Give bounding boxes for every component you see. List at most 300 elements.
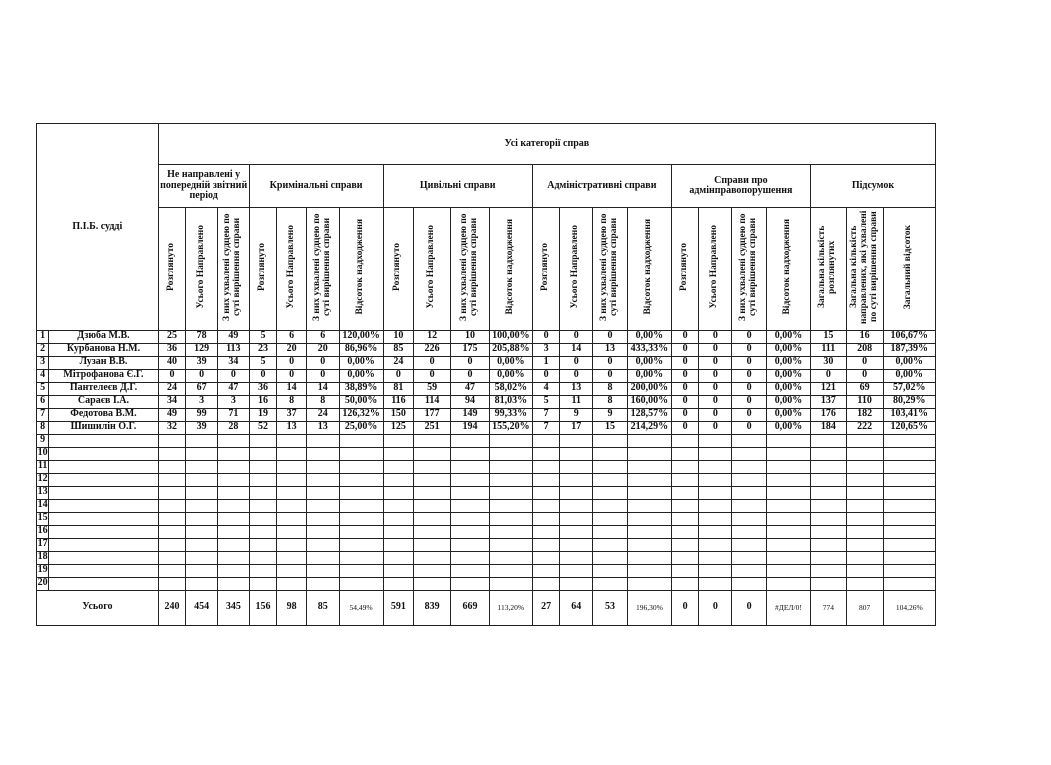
table-cell (627, 525, 671, 538)
table-cell (699, 551, 732, 564)
table-cell (532, 512, 560, 525)
group-header-administrative: Адміністративні справи (532, 165, 671, 208)
subheader-g5-c2 (883, 208, 936, 331)
table-cell: 0 (306, 369, 339, 382)
subheader-label: Усього Направлено (426, 225, 437, 309)
table-cell (158, 499, 186, 512)
table-cell: 176 (810, 408, 846, 421)
table-cell (883, 447, 936, 460)
table-cell (766, 525, 810, 538)
table-cell (158, 564, 186, 577)
total-cell: 345 (217, 590, 249, 625)
table-cell: 0 (671, 421, 699, 434)
table-cell (451, 525, 490, 538)
table-cell: 34 (158, 395, 186, 408)
table-cell (306, 564, 339, 577)
table-cell: 0 (671, 343, 699, 356)
table-cell: 0 (532, 330, 560, 343)
table-cell: 0,00% (489, 356, 532, 369)
table-cell: 0,00% (766, 356, 810, 369)
table-row-empty (37, 564, 936, 577)
subheader-g3-c1 (560, 208, 593, 331)
group-header-admin-offenses: Справи про адмінправопорушення (671, 165, 810, 208)
table-cell (489, 434, 532, 447)
table-cell (883, 434, 936, 447)
table-cell (186, 551, 218, 564)
table-cell (810, 460, 846, 473)
table-cell (158, 525, 186, 538)
table-cell (414, 512, 451, 525)
table-row (37, 395, 936, 408)
subheader-g3-c2 (593, 208, 628, 331)
table-row (37, 330, 936, 343)
table-cell: 24 (383, 356, 414, 369)
judge-name: Курбанова Н.М. (49, 343, 158, 356)
table-cell (846, 460, 883, 473)
judge-name: Шишилін О.Г. (49, 421, 158, 434)
row-number: 16 (37, 525, 48, 537)
table-cell: 0,00% (883, 369, 936, 382)
table-cell (593, 460, 628, 473)
row-number: 3 (37, 356, 49, 369)
table-cell: 0,00% (627, 356, 671, 369)
table-cell: 24 (306, 408, 339, 421)
table-cell: 433,33% (627, 343, 671, 356)
table-cell: 13 (306, 421, 339, 434)
table-cell (383, 447, 414, 460)
table-cell: 0 (277, 369, 307, 382)
table-cell (414, 499, 451, 512)
table-cell: 160,00% (627, 395, 671, 408)
table-cell (158, 577, 186, 590)
table-cell: 49 (217, 330, 249, 343)
subheader-label: Загальна кількість розглянутих (817, 225, 838, 309)
table-cell (627, 499, 671, 512)
table-cell (883, 564, 936, 577)
table-cell: 14 (560, 343, 593, 356)
table-cell: 1 (532, 356, 560, 369)
table-row-empty (37, 434, 936, 447)
subheader-g0-c0 (158, 208, 186, 331)
table-cell: 205,88% (489, 343, 532, 356)
table-cell: 0,00% (766, 395, 810, 408)
table-cell: 0,00% (339, 369, 383, 382)
table-cell (699, 447, 732, 460)
table-cell (627, 473, 671, 486)
table-cell (489, 499, 532, 512)
table-cell (671, 434, 699, 447)
table-cell (306, 486, 339, 499)
table-cell (810, 447, 846, 460)
row-number: 8 (37, 421, 49, 434)
table-cell: 10 (451, 330, 490, 343)
table-cell: 0,00% (489, 369, 532, 382)
table-cell (810, 473, 846, 486)
subheader-g1-c1 (277, 208, 307, 331)
table-cell (49, 538, 158, 551)
table-row-empty (37, 473, 936, 486)
table-cell: 0 (732, 343, 767, 356)
table-cell (489, 538, 532, 551)
table-cell (451, 564, 490, 577)
subheader-g1-c0 (249, 208, 277, 331)
table-cell (560, 538, 593, 551)
table-cell (277, 577, 307, 590)
table-cell (732, 564, 767, 577)
table-cell: 106,67% (883, 330, 936, 343)
table-cell: 8 (306, 395, 339, 408)
table-cell: 24 (158, 382, 186, 395)
table-cell (451, 499, 490, 512)
table-cell: 194 (451, 421, 490, 434)
table-row-empty (37, 447, 936, 460)
table-cell (846, 473, 883, 486)
table-cell (451, 538, 490, 551)
table-cell (451, 447, 490, 460)
table-cell: 47 (217, 382, 249, 395)
table-cell (732, 577, 767, 590)
table-cell: 5 (249, 356, 277, 369)
total-cell: 54,49% (339, 590, 383, 625)
table-cell (414, 434, 451, 447)
table-cell: 14 (306, 382, 339, 395)
table-cell (766, 577, 810, 590)
row-number: 11 (37, 460, 48, 472)
table-cell: 36 (249, 382, 277, 395)
table-cell (627, 564, 671, 577)
table-cell: 12 (414, 330, 451, 343)
table-cell (49, 499, 158, 512)
table-cell (489, 473, 532, 486)
table-cell (671, 564, 699, 577)
table-cell (49, 512, 158, 525)
total-cell: 0 (671, 590, 699, 625)
table-cell (451, 512, 490, 525)
table-cell (451, 486, 490, 499)
table-cell: 222 (846, 421, 883, 434)
table-cell: 103,41% (883, 408, 936, 421)
table-cell (883, 577, 936, 590)
table-cell: 0 (732, 330, 767, 343)
table-cell (158, 460, 186, 473)
row-number: 10 (37, 447, 48, 459)
table-cell (766, 538, 810, 551)
table-cell (49, 564, 158, 577)
table-cell: 8 (277, 395, 307, 408)
table-cell (732, 473, 767, 486)
table-cell (883, 551, 936, 564)
table-cell: 0 (560, 369, 593, 382)
table-cell: 187,39% (883, 343, 936, 356)
table-cell: 11 (560, 395, 593, 408)
table-row (37, 421, 936, 434)
table-cell (217, 512, 249, 525)
table-cell: 0 (414, 369, 451, 382)
table-cell (671, 551, 699, 564)
table-cell (593, 538, 628, 551)
table-cell: 37 (277, 408, 307, 421)
row-number: 5 (37, 382, 49, 395)
table-cell (414, 447, 451, 460)
total-cell: 104,26% (883, 590, 936, 625)
table-cell (277, 473, 307, 486)
table-cell: 94 (451, 395, 490, 408)
table-cell (186, 473, 218, 486)
table-cell: 57,02% (883, 382, 936, 395)
table-cell: 0 (732, 408, 767, 421)
table-cell (593, 447, 628, 460)
table-cell: 0,00% (883, 356, 936, 369)
table-cell (249, 460, 277, 473)
subheader-label: Загальний відсоток (903, 224, 914, 310)
table-cell: 9 (593, 408, 628, 421)
table-cell (560, 499, 593, 512)
total-cell: 113,20% (489, 590, 532, 625)
table-cell (489, 512, 532, 525)
table-cell (306, 499, 339, 512)
table-cell (593, 525, 628, 538)
table-cell (249, 486, 277, 499)
table-cell (383, 460, 414, 473)
table-cell (560, 486, 593, 499)
row-number: 7 (37, 408, 49, 421)
table-cell (532, 564, 560, 577)
row-number: 6 (37, 395, 49, 408)
table-cell (810, 577, 846, 590)
table-cell (489, 577, 532, 590)
table-cell (560, 525, 593, 538)
table-cell (186, 434, 218, 447)
table-cell (306, 447, 339, 460)
table-cell: 111 (810, 343, 846, 356)
table-cell (810, 434, 846, 447)
table-cell (277, 486, 307, 499)
table-cell: 0,00% (766, 343, 810, 356)
row-number: 15 (37, 512, 48, 524)
subheader-label: З них ухвалені судцею по суті вирішення справи (222, 213, 243, 321)
subheader-g1-c3 (339, 208, 383, 331)
table-cell (306, 434, 339, 447)
table-cell: 0,00% (627, 330, 671, 343)
table-cell (560, 551, 593, 564)
table-cell (217, 577, 249, 590)
table-cell (414, 551, 451, 564)
judge-name: Пантелеєв Д.Г. (49, 382, 158, 395)
table-cell (383, 577, 414, 590)
group-header-civil: Цивільні справи (383, 165, 532, 208)
table-cell: 200,00% (627, 382, 671, 395)
table-cell (883, 460, 936, 473)
table-cell (810, 564, 846, 577)
table-cell: 0 (671, 356, 699, 369)
total-cell: 0 (699, 590, 732, 625)
table-cell (732, 551, 767, 564)
subheader-g2-c0 (383, 208, 414, 331)
table-cell: 0 (671, 408, 699, 421)
table-cell (732, 538, 767, 551)
table-cell (593, 577, 628, 590)
table-cell (627, 512, 671, 525)
table-cell: 121 (810, 382, 846, 395)
table-cell (532, 577, 560, 590)
table-cell (732, 447, 767, 460)
row-number: 2 (37, 343, 49, 356)
subheader-label: З них ухвалені судцею по суті вирішення справи (311, 213, 332, 321)
table-cell: 5 (249, 330, 277, 343)
table-cell (339, 564, 383, 577)
table-cell (306, 551, 339, 564)
table-cell (383, 486, 414, 499)
table-cell (277, 551, 307, 564)
table-cell: 4 (532, 382, 560, 395)
table-cell (306, 473, 339, 486)
table-cell (593, 551, 628, 564)
table-cell: 0 (846, 369, 883, 382)
table-cell: 0 (732, 369, 767, 382)
table-row-empty (37, 486, 936, 499)
table-cell: 28 (217, 421, 249, 434)
table-cell (339, 473, 383, 486)
subheader-g4-c0 (671, 208, 699, 331)
table-cell (810, 486, 846, 499)
table-cell (627, 434, 671, 447)
table-cell (846, 512, 883, 525)
table-cell (627, 577, 671, 590)
table-cell (451, 460, 490, 473)
table-cell (766, 512, 810, 525)
table-cell (217, 525, 249, 538)
table-cell (846, 564, 883, 577)
total-cell: 0 (732, 590, 767, 625)
table-cell (532, 447, 560, 460)
table-cell (339, 486, 383, 499)
table-cell: 99 (186, 408, 218, 421)
table-cell (339, 551, 383, 564)
total-label: Усього (37, 590, 159, 625)
table-cell: 15 (810, 330, 846, 343)
table-cell (732, 525, 767, 538)
table-cell (339, 577, 383, 590)
table-cell (277, 447, 307, 460)
table-cell (451, 473, 490, 486)
subheader-label: Відсоток надходження (782, 219, 793, 315)
table-row-empty (37, 551, 936, 564)
table-cell (532, 434, 560, 447)
table-cell: 14 (277, 382, 307, 395)
table-cell (217, 447, 249, 460)
table-cell (339, 525, 383, 538)
table-row (37, 356, 936, 369)
total-cell: 85 (306, 590, 339, 625)
table-cell (883, 512, 936, 525)
table-cell (49, 473, 158, 486)
table-cell (627, 551, 671, 564)
table-cell (158, 512, 186, 525)
table-cell (810, 525, 846, 538)
table-cell (277, 434, 307, 447)
table-row (37, 369, 936, 382)
table-cell: 149 (451, 408, 490, 421)
table-cell: 120,65% (883, 421, 936, 434)
table-cell (846, 499, 883, 512)
table-cell (306, 460, 339, 473)
total-cell: 669 (451, 590, 490, 625)
table-cell (766, 499, 810, 512)
table-cell: 30 (810, 356, 846, 369)
group-header-criminal: Кримінальні справи (249, 165, 383, 208)
table-cell (186, 525, 218, 538)
total-row (37, 590, 936, 625)
table-cell (186, 486, 218, 499)
table-cell (249, 551, 277, 564)
table-cell: 86,96% (339, 343, 383, 356)
table-cell (339, 538, 383, 551)
table-cell: 0 (732, 395, 767, 408)
table-cell (249, 564, 277, 577)
table-cell (186, 447, 218, 460)
table-cell (846, 486, 883, 499)
table-cell (766, 486, 810, 499)
table-cell: 116 (383, 395, 414, 408)
table-cell: 0 (732, 421, 767, 434)
table-cell: 5 (532, 395, 560, 408)
table-cell (339, 447, 383, 460)
table-cell (699, 512, 732, 525)
subheader-label: Усього Направлено (709, 225, 720, 309)
table-cell (383, 434, 414, 447)
table-cell (306, 525, 339, 538)
table-cell: 0 (846, 356, 883, 369)
table-cell (217, 564, 249, 577)
total-cell: 53 (593, 590, 628, 625)
total-cell: 839 (414, 590, 451, 625)
table-cell: 0 (810, 369, 846, 382)
table-cell: 7 (532, 421, 560, 434)
total-cell: #ДЕЛ/0! (766, 590, 810, 625)
table-cell: 15 (593, 421, 628, 434)
table-cell (277, 460, 307, 473)
table-cell (883, 525, 936, 538)
table-cell (883, 473, 936, 486)
table-cell: 0 (671, 330, 699, 343)
table-cell (532, 486, 560, 499)
table-cell (49, 525, 158, 538)
table-cell: 47 (451, 382, 490, 395)
table-cell (414, 538, 451, 551)
table-cell (217, 538, 249, 551)
table-cell (383, 499, 414, 512)
table-cell (671, 447, 699, 460)
table-cell: 13 (560, 382, 593, 395)
table-cell: 23 (249, 343, 277, 356)
row-number: 4 (37, 369, 49, 382)
subheader-g2-c3 (489, 208, 532, 331)
total-cell: 64 (560, 590, 593, 625)
table-cell: 0,00% (339, 356, 383, 369)
row-number: 12 (37, 473, 48, 485)
table-cell: 0 (414, 356, 451, 369)
subheader-g2-c2 (451, 208, 490, 331)
subheader-g4-c2 (732, 208, 767, 331)
table-cell (158, 434, 186, 447)
table-cell: 13 (277, 421, 307, 434)
subheader-g4-c3 (766, 208, 810, 331)
table-cell (593, 564, 628, 577)
table-cell (732, 512, 767, 525)
table-cell (883, 538, 936, 551)
subheader-label: Розглянуто (256, 243, 267, 291)
table-cell (383, 525, 414, 538)
